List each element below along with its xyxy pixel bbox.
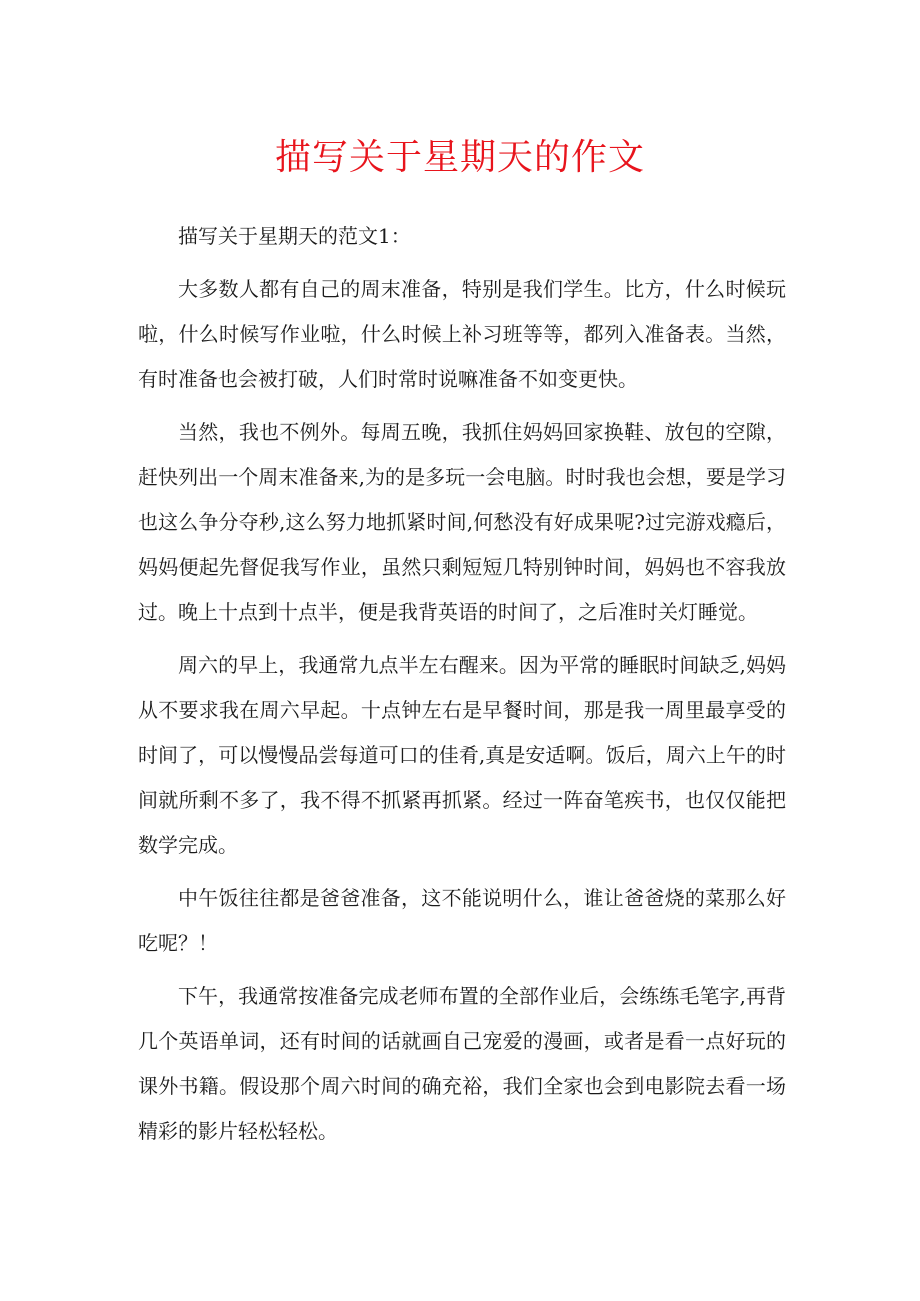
document-title: 描写关于星期天的作文 (274, 137, 645, 178)
paragraph: 当然，我也不例外。每周五晚，我抓住妈妈回家换鞋、放包的空隙，赶快列出一个周末准备来,为的是多玩一会电脑。时时我也会想，要是学习也这么争分夺秒,这么努力地抓紧时间,何愁没有好成果呢?过完游戏瘾后，妈妈便起先督促我写作业，虽然只剩短短几特别钟时间，妈妈也不容我放过。晚上十点到十点半，便是我背英语的时间了，之后准时关灯睡觉。 (138, 420, 786, 624)
paragraph-heading: 描写关于星期天的范文1： (178, 224, 411, 248)
document-body (138, 214, 786, 1162)
paragraph: 中午饭往往都是爸爸准备，这不能说明什么，谁让爸爸烧的菜那么好吃呢？！ (138, 886, 786, 955)
paragraph: 大多数人都有自己的周末准备，特别是我们学生。比方，什么时候玩啦，什么时候写作业啦，什么时候上补习班等等，都列入准备表。当然，有时准备也会被打破，人们时常时说嘛准备不如变更快。 (138, 277, 786, 391)
paragraph: 下午，我通常按准备完成老师布置的全部作业后，会练练毛笔字,再背几个英语单词，还有时间的话就画自己宠爱的漫画，或者是看一点好玩的课外书籍。假设那个周六时间的确充裕，我们全家也会到电影院去看一场精彩的影片轻松轻松。 (138, 984, 786, 1143)
paragraph: 周六的早上，我通常九点半左右醒来。因为平常的睡眠时间缺乏,妈妈从不要求我在周六早起。十点钟左右是早餐时间，那是我一周里最享受的时间了，可以慢慢品尝每道可口的佳肴,真是安适啊。饭后，周六上午的时间就所剩不多了，我不得不抓紧再抓紧。经过一阵奋笔疾书，也仅仅能把数学完成。 (138, 653, 786, 857)
